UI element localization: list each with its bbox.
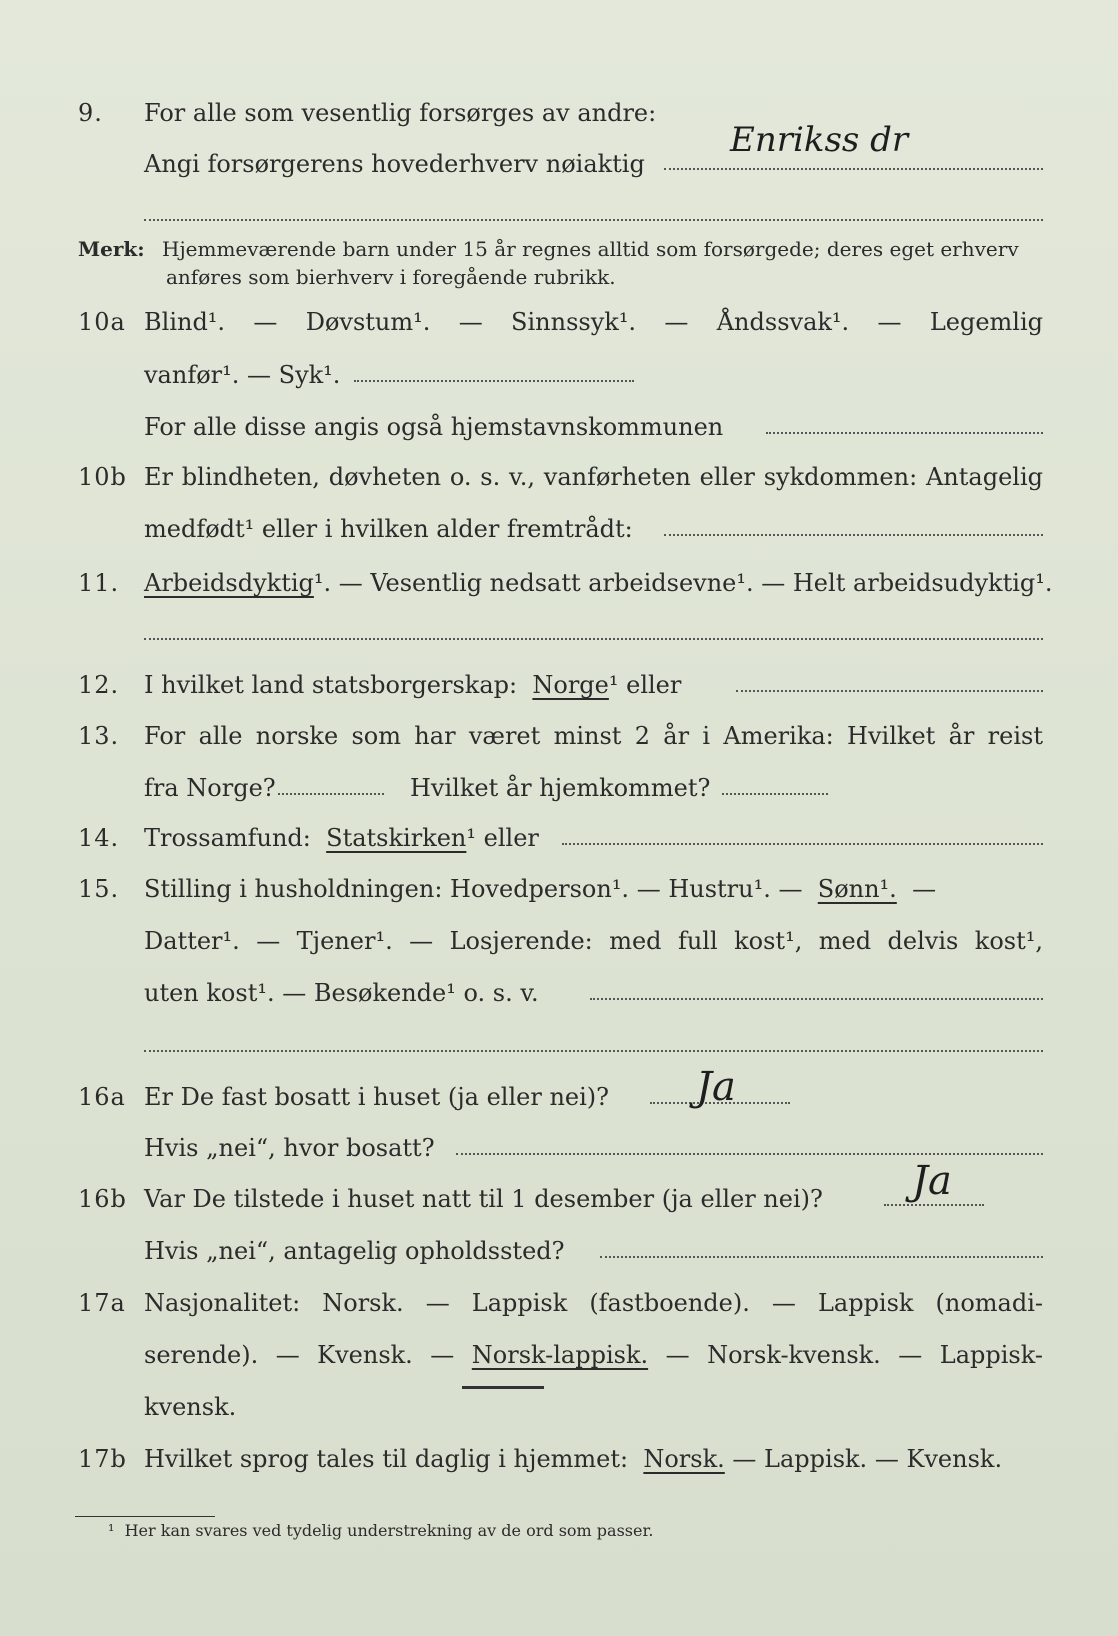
merk-label: Merk:	[78, 237, 145, 261]
q9-extra-line	[144, 219, 1043, 221]
q15-text-line2: Datter¹. — Tjener¹. — Losjerende: med full kost¹, med delvis kost¹,	[144, 927, 1043, 955]
q17a-text-line3: kvensk.	[144, 1393, 237, 1421]
q16b-number: 16b	[78, 1185, 127, 1213]
q12-text-pre: I hvilket land statsborgerskap:	[144, 671, 518, 699]
q12-number: 12.	[78, 671, 120, 699]
q11-selected-arbeidsdyktig: Arbeidsdyktig	[144, 569, 314, 597]
q11-extra-line	[144, 638, 1043, 640]
q16b-opholdssted-line	[600, 1256, 1043, 1258]
q16b-answer-line	[884, 1204, 984, 1206]
footnote	[108, 1520, 653, 1542]
q9-number: 9.	[78, 99, 103, 127]
q12-answer-line	[736, 690, 1043, 692]
q12-text	[144, 668, 681, 702]
q13-hjemkommet-line	[722, 793, 828, 795]
merk-text-line2: anføres som bierhverv i foregående rubrikk.	[166, 265, 616, 289]
q14-selected-statskirken: Statskirken	[326, 824, 467, 852]
q10a-syk-line	[354, 380, 634, 382]
q12-selected-norge: Norge	[532, 671, 609, 699]
q17a-text-line2-post: — Norsk-kvensk. — Lappisk-	[665, 1341, 1043, 1369]
q15-text-line3: uten kost¹. — Besøkende¹ o. s. v.	[144, 979, 539, 1007]
q17b-selected-norsk: Norsk.	[643, 1445, 725, 1473]
q10a-hjemstavn-line	[766, 432, 1043, 434]
footnote-text: Her kan svares ved tydelig understrekning av de ord som passer.	[124, 1521, 654, 1540]
q16a-bosatt-line	[456, 1153, 1043, 1155]
q17a-text-line2-pre: serende). — Kvensk. —	[144, 1341, 455, 1369]
footnote-rule	[75, 1516, 215, 1517]
q10b-answer-line	[664, 534, 1043, 536]
q15-answer-line	[590, 998, 1043, 1000]
q9-text-line1: For alle som vesentlig forsørges av andre:	[144, 99, 657, 127]
q13-number: 13.	[78, 722, 120, 750]
q14-answer-line	[562, 843, 1043, 845]
q16b-text-line1: Var De tilstede i huset natt til 1 desember (ja eller nei)?	[144, 1185, 823, 1213]
q14-text	[144, 821, 539, 855]
q14-number: 14.	[78, 824, 120, 852]
q17b-text	[144, 1442, 1002, 1476]
q10a-text-line3: For alle disse angis også hjemstavnskommunen	[144, 413, 724, 441]
q10a-number: 10a	[78, 308, 126, 336]
q9-text-line2: Angi forsørgerens hovederhverv nøiaktig	[144, 150, 645, 178]
q17a-extra-underline	[462, 1386, 544, 1389]
q17a-text-line1: Nasjonalitet: Norsk. — Lappisk (fastboende). — Lappisk (nomadi-	[144, 1289, 1043, 1317]
q13-text-line2a: fra Norge?	[144, 774, 276, 802]
q17a-selected-norsk-lappisk: Norsk-lappisk.	[471, 1341, 649, 1369]
q13-text-line1: For alle norske som har været minst 2 år i Amerika: Hvilket år reist	[144, 722, 1043, 750]
q10b-text-line1: Er blindheten, døvheten o. s. v., vanførheten eller sykdommen: Antagelig	[144, 463, 1043, 491]
q13-reist-line	[278, 793, 384, 795]
q9-answer-line	[664, 168, 1043, 170]
q11-text	[144, 566, 1053, 600]
q15-selected-sonn: Sønn¹.	[817, 875, 897, 903]
q16a-text-line1: Er De fast bosatt i huset (ja eller nei)?	[144, 1083, 610, 1111]
q17b-number: 17b	[78, 1445, 127, 1473]
q15-text-line1	[144, 872, 1043, 906]
q10b-number: 10b	[78, 463, 127, 491]
q16a-number: 16a	[78, 1083, 126, 1111]
q17b-text-post: — Lappisk. — Kvensk.	[732, 1445, 1003, 1473]
q9-handwritten-answer: Enrikss dr	[730, 120, 909, 160]
q15-extra-line	[144, 1050, 1043, 1052]
q17a-number: 17a	[78, 1289, 126, 1317]
q10b-text-line2: medfødt¹ eller i hvilken alder fremtrådt:	[144, 515, 633, 543]
q16a-text-line2: Hvis „nei“, hvor bosatt?	[144, 1134, 435, 1162]
q15-number: 15.	[78, 875, 120, 903]
merk-text-line1: Hjemmeværende barn under 15 år regnes alltid som forsørgede; deres eget erhverv	[162, 237, 1019, 261]
q10a-text-line1: Blind¹. — Døvstum¹. — Sinnssyk¹. — Åndssvak¹. — Legemlig	[144, 308, 1043, 336]
q15-text-line1-post: —	[912, 875, 937, 903]
q11-number: 11.	[78, 569, 120, 597]
q14-text-post: ¹ eller	[466, 824, 539, 852]
q16a-handwritten-answer: Ja	[696, 1064, 736, 1110]
q16b-text-line2: Hvis „nei“, antagelig opholdssted?	[144, 1237, 565, 1265]
q16b-handwritten-answer: Ja	[912, 1158, 952, 1204]
q17b-text-pre: Hvilket sprog tales til daglig i hjemmet:	[144, 1445, 629, 1473]
q13-text-line2b: Hvilket år hjemkommet?	[410, 774, 711, 802]
q14-text-pre: Trossamfund:	[144, 824, 311, 852]
q12-text-post: ¹ eller	[608, 671, 682, 699]
q10a-text-line2: vanfør¹. — Syk¹.	[144, 361, 341, 389]
q11-text-rest: ¹. — Vesentlig nedsatt arbeidsevne¹. — Helt arbeidsudyktig¹.	[313, 569, 1053, 597]
footnote-mark: ¹	[108, 1521, 115, 1540]
q17a-text-line2	[144, 1338, 1043, 1372]
q15-text-line1-pre: Stilling i husholdningen: Hovedperson¹. — Hustru¹. —	[144, 875, 803, 903]
